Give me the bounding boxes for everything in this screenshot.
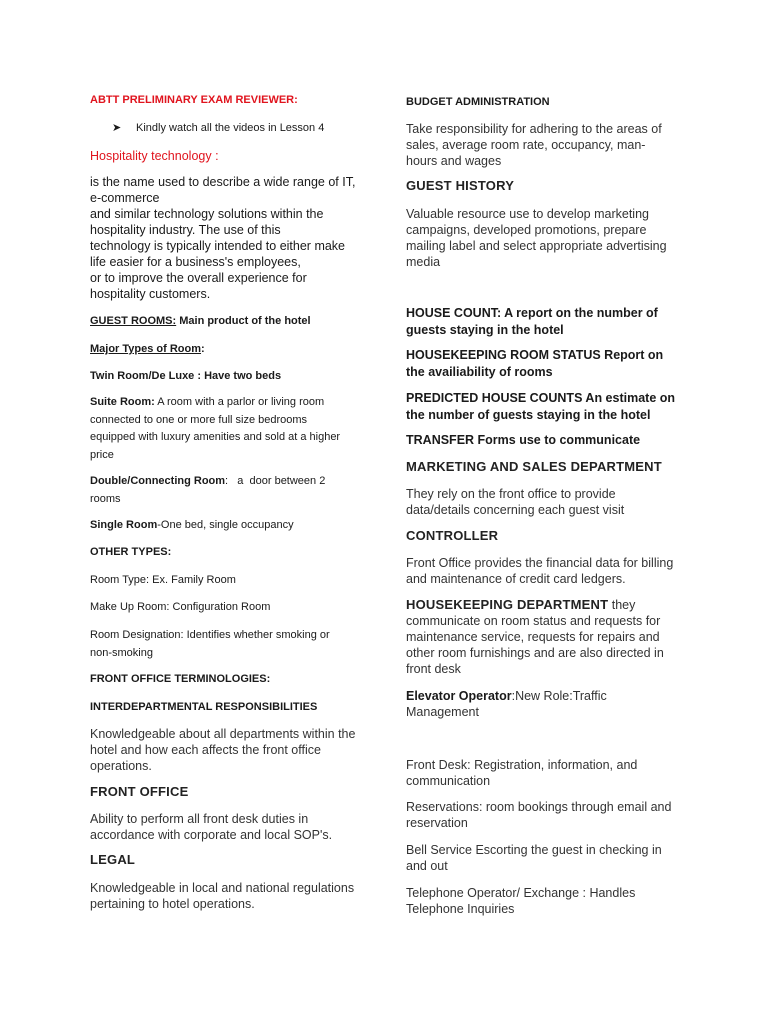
elevator-operator: Elevator Operator:New Role:Traffic Management xyxy=(406,689,607,719)
budget-administration-text: Take responsibility for adhering to the areas of sales, average room rate, occupancy, man- hours and wages xyxy=(406,122,662,168)
telephone-operator: Telephone Operator/ Exchange : Handles Telephone Inquiries xyxy=(406,886,636,916)
other-types-heading: OTHER TYPES: xyxy=(90,546,172,558)
hospitality-technology-definition xyxy=(90,174,355,302)
marketing-sales-heading: MARKETING AND SALES DEPARTMENT xyxy=(406,459,662,474)
bell-service: Bell Service Escorting the guest in checking in and out xyxy=(406,843,662,873)
guest-history-text: Valuable resource use to develop marketing campaigns, developed promotions, prepare mailing label and select appropriate advertising media xyxy=(406,207,667,269)
interdepartmental-heading: INTERDEPARTMENTAL RESPONSIBILITIES xyxy=(90,701,318,713)
text-line: or to improve the overall experience for xyxy=(90,271,307,285)
house-count: HOUSE COUNT: A report on the number of guests staying in the hotel xyxy=(406,306,658,337)
front-office-heading: FRONT OFFICE xyxy=(90,784,189,799)
suite-room: Suite Room: A room with a parlor or living room connected to one or more full size bedrooms equipped with luxury amenities and sold at a higher price xyxy=(90,396,341,461)
predicted-house-counts: PREDICTED HOUSE COUNTS An estimate on the number of guests staying in the hotel xyxy=(406,391,676,422)
text-line: e-commerce xyxy=(90,191,160,205)
text-line: technology is typically intended to either make xyxy=(90,239,346,253)
major-types-heading: Major Types of Room: xyxy=(90,343,205,355)
make-up-room: Make Up Room: Configuration Room xyxy=(90,601,271,613)
controller-heading: CONTROLLER xyxy=(406,528,499,543)
text-line: life easier for a business's employees, xyxy=(90,255,301,269)
text-line: hospitality industry. The use of this xyxy=(90,223,281,237)
single-room: Single Room-One bed, single occupancy xyxy=(90,519,294,531)
housekeeping-room-status: HOUSEKEEPING ROOM STATUS Report on the availiability of rooms xyxy=(406,348,664,379)
room-type: Room Type: Ex. Family Room xyxy=(90,574,236,586)
front-desk: Front Desk: Registration, information, and communication xyxy=(406,758,638,788)
interdepartmental-text: Knowledgeable about all departments within the hotel and how each affects the front office operations. xyxy=(90,727,356,773)
hospitality-technology-label: Hospitality technology : xyxy=(90,149,219,163)
budget-administration-heading: BUDGET ADMINISTRATION xyxy=(406,96,550,108)
room-designation: Room Designation: Identifies whether smoking or non-smoking xyxy=(90,629,330,659)
housekeeping-department: HOUSEKEEPING DEPARTMENT they communicate on room status and requests for maintenance service, requests for repairs and other room furnishings and are also directed in front desk xyxy=(406,597,664,676)
double-connecting-room: Double/Connecting Room: a door between 2 rooms xyxy=(90,475,326,505)
document-title: ABTT PRELIMINARY EXAM REVIEWER: xyxy=(90,94,298,106)
bullet-item: ➤ Kindly watch all the videos in Lesson 4 xyxy=(112,120,324,138)
marketing-sales-text: They rely on the front office to provide data/details concerning each guest visit xyxy=(406,487,625,517)
legal-heading: LEGAL xyxy=(90,852,136,867)
text-line: is the name used to describe a wide range of IT, xyxy=(90,175,356,189)
guest-rooms: GUEST ROOMS: Main product of the hotel xyxy=(90,315,311,327)
reservations: Reservations: room bookings through email and reservation xyxy=(406,800,672,830)
front-office-text: Ability to perform all front desk duties in accordance with corporate and local SOP's. xyxy=(90,812,333,842)
arrow-bullet-icon: ➤ xyxy=(112,122,122,134)
transfer: TRANSFER Forms use to communicate xyxy=(406,433,641,447)
twin-room: Twin Room/De Luxe : Have two beds xyxy=(90,370,282,382)
front-office-terminologies-heading: FRONT OFFICE TERMINOLOGIES: xyxy=(90,673,271,685)
controller-text: Front Office provides the financial data for billing and maintenance of credit card ledgers. xyxy=(406,556,674,586)
legal-text: Knowledgeable in local and national regulations pertaining to hotel operations. xyxy=(90,881,355,911)
guest-history-heading: GUEST HISTORY xyxy=(406,178,515,193)
text-line: hospitality customers. xyxy=(90,287,211,301)
text-line: and similar technology solutions within the xyxy=(90,207,324,221)
